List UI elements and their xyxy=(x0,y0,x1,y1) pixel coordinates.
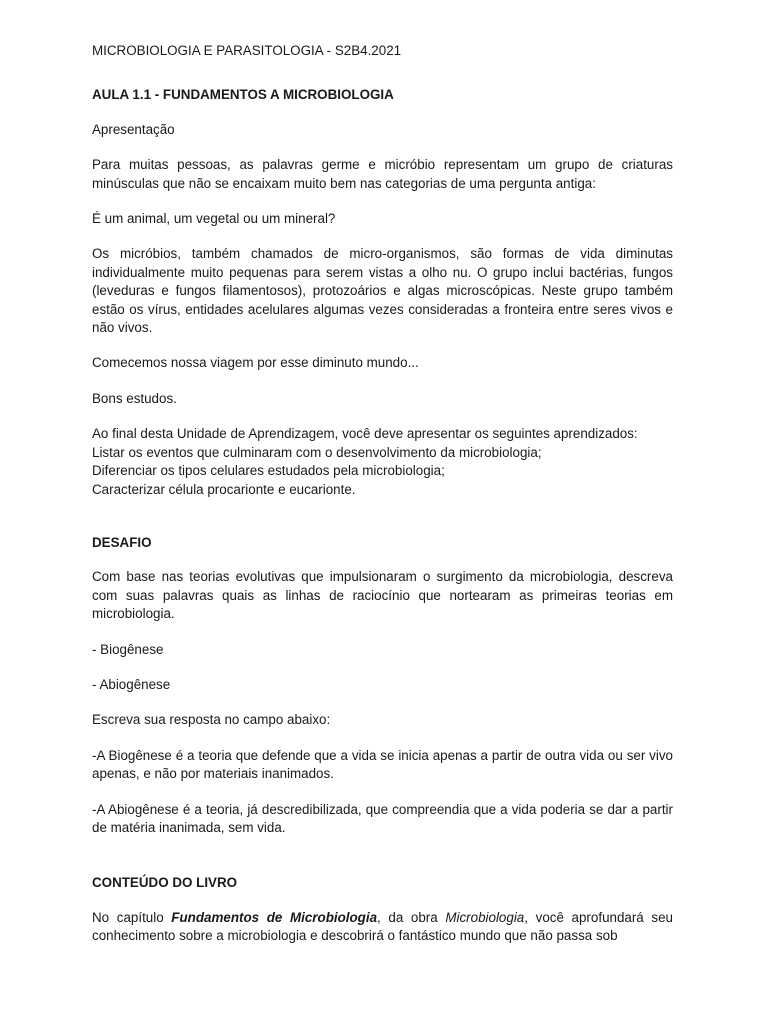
presentation-question: É um animal, um vegetal ou um mineral? xyxy=(92,211,336,227)
challenge-paragraph: Com base nas teorias evolutivas que impulsionaram o surgimento da microbiologia, descreva com suas palavras quais as linhas de raciocínio que nortearam as primeiras teorias em microbiologia. xyxy=(92,569,673,622)
book-title: Microbiologia xyxy=(445,909,525,925)
lesson-title: AULA 1.1 - FUNDAMENTOS A MICROBIOLOGIA xyxy=(92,87,394,103)
document-page xyxy=(92,42,673,963)
challenge-title: DESAFIO xyxy=(92,534,152,550)
presentation-paragraph-3: Comecemos nossa viagem por esse diminuto mundo... xyxy=(92,355,419,371)
presentation-paragraph-2: Os micróbios, também chamados de micro-organismos, são formas de vida diminutas individualmente muito pequenas para serem vistas a olho nu. O grupo inclui bactérias, fungos (leveduras e fungos filamentosos), protozoários e algas microscópicas. Neste grupo também estão os vírus, entidades acelulares algumas vezes consideradas a fronteira entre seres vivos e não vivos. xyxy=(92,246,673,336)
learning-objectives xyxy=(92,425,673,499)
presentation-label: Apresentação xyxy=(92,121,175,137)
presentation-paragraph-1: Para muitas pessoas, as palavras germe e micróbio representam um grupo de criaturas minúsculas que não se encaixam muito bem nas categorias de uma pergunta antiga: xyxy=(92,157,673,191)
book-text-mid: , da obra xyxy=(377,909,446,925)
objectives-intro: Ao final desta Unidade de Aprendizagem, você deve apresentar os seguintes aprendizados: xyxy=(92,426,638,442)
challenge-item-abiogenesis: - Abiogênese xyxy=(92,676,171,692)
book-content-paragraph xyxy=(92,909,673,946)
book-content-title: CONTEÚDO DO LIVRO xyxy=(92,875,238,891)
answer-abiogenesis: -A Abiogênese é a teoria, já descredibilizada, que compreendia que a vida poderia se dar a partir de matéria inanimada, sem vida. xyxy=(92,801,673,835)
objective-item: Caracterizar célula procarionte e eucarionte. xyxy=(92,481,356,497)
objective-item: Diferenciar os tipos celulares estudados pela microbiologia; xyxy=(92,463,445,479)
challenge-item-biogenesis: - Biogênese xyxy=(92,641,164,657)
presentation-closing: Bons estudos. xyxy=(92,390,177,406)
objective-item: Listar os eventos que culminaram com o desenvolvimento da microbiologia; xyxy=(92,444,542,460)
answer-biogenesis: -A Biogênese é a teoria que defende que a vida se inicia apenas a partir de outra vida ou ser vivo apenas, e não por materiais inanimados. xyxy=(92,747,673,782)
book-text-pre: No capítulo xyxy=(92,909,172,925)
challenge-prompt: Escreva sua resposta no campo abaixo: xyxy=(92,712,331,728)
document-header: MICROBIOLOGIA E PARASITOLOGIA - S2B4.2021 xyxy=(92,43,402,58)
book-text-post: , você aprofundará seu conhecimento sobre a microbiologia e descobrirá o fantástico mundo que não passa sob xyxy=(92,909,673,944)
chapter-title: Fundamentos de Microbiologia xyxy=(171,909,378,925)
